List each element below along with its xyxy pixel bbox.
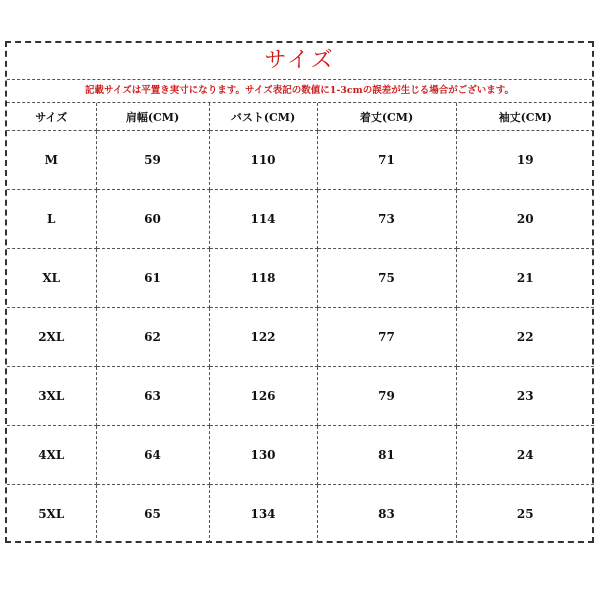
bust-cell: 114 — [209, 190, 317, 249]
sleeve-cell: 22 — [456, 308, 594, 367]
header-size: サイズ — [7, 103, 96, 131]
size-chart — [5, 41, 594, 543]
header-bust: バスト(CM) — [209, 103, 317, 131]
header-shoulder: 肩幅(CM) — [96, 103, 209, 131]
sleeve-cell: 19 — [456, 131, 594, 190]
shoulder-cell: 62 — [96, 308, 209, 367]
shoulder-cell: 59 — [96, 131, 209, 190]
length-cell: 77 — [317, 308, 456, 367]
table-row — [7, 190, 594, 249]
header-row — [7, 103, 594, 131]
length-cell: 83 — [317, 485, 456, 544]
sleeve-cell: 23 — [456, 367, 594, 426]
sleeve-cell: 21 — [456, 249, 594, 308]
table-row — [7, 249, 594, 308]
bust-cell: 134 — [209, 485, 317, 544]
sleeve-cell: 24 — [456, 426, 594, 485]
size-cell: 3XL — [7, 367, 96, 426]
size-cell: 2XL — [7, 308, 96, 367]
length-cell: 71 — [317, 131, 456, 190]
shoulder-cell: 63 — [96, 367, 209, 426]
size-cell: XL — [7, 249, 96, 308]
measurement-note: 記載サイズは平置き実寸になります。サイズ表記の数値に1-3cmの誤差が生じる場合がございます。 — [7, 79, 592, 103]
length-cell: 81 — [317, 426, 456, 485]
table-row — [7, 308, 594, 367]
table-row — [7, 367, 594, 426]
shoulder-cell: 61 — [96, 249, 209, 308]
bust-cell: 122 — [209, 308, 317, 367]
shoulder-cell: 60 — [96, 190, 209, 249]
bust-cell: 130 — [209, 426, 317, 485]
sleeve-cell: 25 — [456, 485, 594, 544]
shoulder-cell: 65 — [96, 485, 209, 544]
bust-cell: 118 — [209, 249, 317, 308]
length-cell: 79 — [317, 367, 456, 426]
table-row — [7, 131, 594, 190]
header-sleeve: 袖丈(CM) — [456, 103, 594, 131]
chart-title: サイズ — [264, 48, 335, 73]
table-row — [7, 485, 594, 544]
length-cell: 75 — [317, 249, 456, 308]
size-cell: M — [7, 131, 96, 190]
shoulder-cell: 64 — [96, 426, 209, 485]
size-cell: 4XL — [7, 426, 96, 485]
size-cell: L — [7, 190, 96, 249]
sleeve-cell: 20 — [456, 190, 594, 249]
bust-cell: 110 — [209, 131, 317, 190]
header-length: 着丈(CM) — [317, 103, 456, 131]
size-cell: 5XL — [7, 485, 96, 544]
table-row — [7, 426, 594, 485]
size-table — [7, 103, 594, 543]
length-cell: 73 — [317, 190, 456, 249]
bust-cell: 126 — [209, 367, 317, 426]
